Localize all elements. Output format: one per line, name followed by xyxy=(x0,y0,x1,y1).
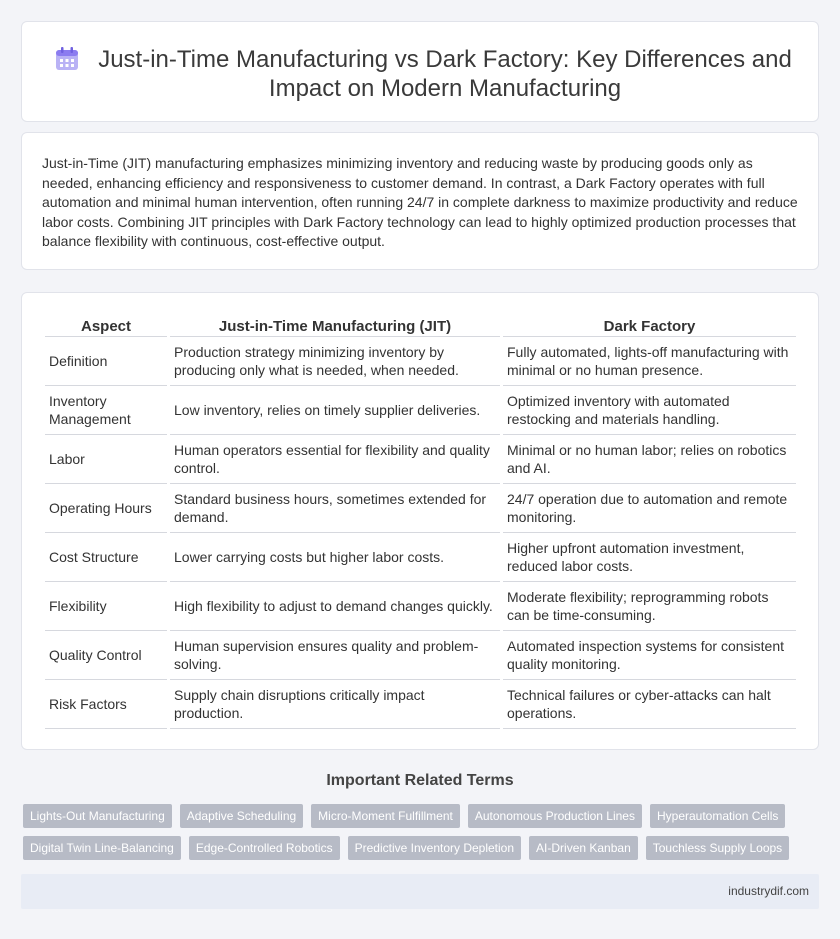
column-header-aspect: Aspect xyxy=(45,313,167,337)
table-row xyxy=(45,631,796,680)
jit-cell: Lower carrying costs but higher labor costs. xyxy=(170,533,500,582)
related-term-tag[interactable]: Edge-Controlled Robotics xyxy=(189,836,340,860)
related-term-tag[interactable]: Lights-Out Manufacturing xyxy=(23,804,172,828)
footer-site-link[interactable]: industrydif.com xyxy=(728,884,809,898)
page-title: Just-in-Time Manufacturing vs Dark Factory: Key Differences and Impact on Modern Manufacturing xyxy=(98,46,792,102)
dark-factory-cell: Minimal or no human labor; relies on robotics and AI. xyxy=(503,435,796,484)
aspect-cell: Operating Hours xyxy=(45,484,167,533)
calendar-icon xyxy=(54,46,80,72)
jit-cell: Standard business hours, sometimes extended for demand. xyxy=(170,484,500,533)
related-term-tag[interactable]: Touchless Supply Loops xyxy=(646,836,789,860)
related-term-tag[interactable]: Predictive Inventory Depletion xyxy=(348,836,521,860)
dark-factory-cell: Technical failures or cyber-attacks can halt operations. xyxy=(503,680,796,729)
related-term-tag[interactable]: AI-Driven Kanban xyxy=(529,836,638,860)
related-term-tag[interactable]: Autonomous Production Lines xyxy=(468,804,642,828)
table-header-row xyxy=(45,313,796,337)
comparison-table xyxy=(42,313,799,729)
table-row xyxy=(45,582,796,631)
related-term-tag[interactable]: Micro-Moment Fulfillment xyxy=(311,804,460,828)
aspect-cell: Cost Structure xyxy=(45,533,167,582)
table-row xyxy=(45,337,796,386)
dark-factory-cell: Moderate flexibility; reprogramming robots can be time-consuming. xyxy=(503,582,796,631)
related-term-tag[interactable]: Adaptive Scheduling xyxy=(180,804,303,828)
dark-factory-cell: Higher upfront automation investment, reduced labor costs. xyxy=(503,533,796,582)
footer xyxy=(21,874,819,909)
dark-factory-cell: Fully automated, lights-off manufacturing with minimal or no human presence. xyxy=(503,337,796,386)
related-term-tag[interactable]: Hyperautomation Cells xyxy=(650,804,785,828)
intro-paragraph: Just-in-Time (JIT) manufacturing emphasizes minimizing inventory and reducing waste by producing goods only as needed, enhancing efficiency and responsiveness to customer demand. In contrast, a Dark Factory operates with full automation and minimal human intervention, often running 24/7 in complete darkness to maximize productivity and reduce labor costs. Combining JIT principles with Dark Factory technology can lead to highly optimized production processes that balance flexibility with continuous, cost-effective output. xyxy=(42,155,798,250)
table-row xyxy=(45,680,796,729)
jit-cell: High flexibility to adjust to demand changes quickly. xyxy=(170,582,500,631)
aspect-cell: Risk Factors xyxy=(45,680,167,729)
dark-factory-cell: 24/7 operation due to automation and remote monitoring. xyxy=(503,484,796,533)
jit-cell: Supply chain disruptions critically impact production. xyxy=(170,680,500,729)
aspect-cell: Flexibility xyxy=(45,582,167,631)
aspect-cell: Quality Control xyxy=(45,631,167,680)
table-row xyxy=(45,435,796,484)
table-row xyxy=(45,533,796,582)
related-term-tag[interactable]: Digital Twin Line-Balancing xyxy=(23,836,181,860)
aspect-cell: Definition xyxy=(45,337,167,386)
column-header-jit: Just-in-Time Manufacturing (JIT) xyxy=(170,313,500,337)
aspect-cell: Labor xyxy=(45,435,167,484)
table-row xyxy=(45,386,796,435)
jit-cell: Production strategy minimizing inventory by producing only what is needed, when needed. xyxy=(170,337,500,386)
dark-factory-cell: Automated inspection systems for consistent quality monitoring. xyxy=(503,631,796,680)
title-card xyxy=(21,21,819,122)
aspect-cell: Inventory Management xyxy=(45,386,167,435)
jit-cell: Human operators essential for flexibility and quality control. xyxy=(170,435,500,484)
related-terms-tags xyxy=(23,804,813,860)
intro-card xyxy=(21,132,819,270)
comparison-card xyxy=(21,292,819,750)
jit-cell: Human supervision ensures quality and problem-solving. xyxy=(170,631,500,680)
related-terms-heading: Important Related Terms xyxy=(326,772,514,789)
table-row xyxy=(45,484,796,533)
dark-factory-cell: Optimized inventory with automated restocking and materials handling. xyxy=(503,386,796,435)
jit-cell: Low inventory, relies on timely supplier deliveries. xyxy=(170,386,500,435)
column-header-dark-factory: Dark Factory xyxy=(503,313,796,337)
